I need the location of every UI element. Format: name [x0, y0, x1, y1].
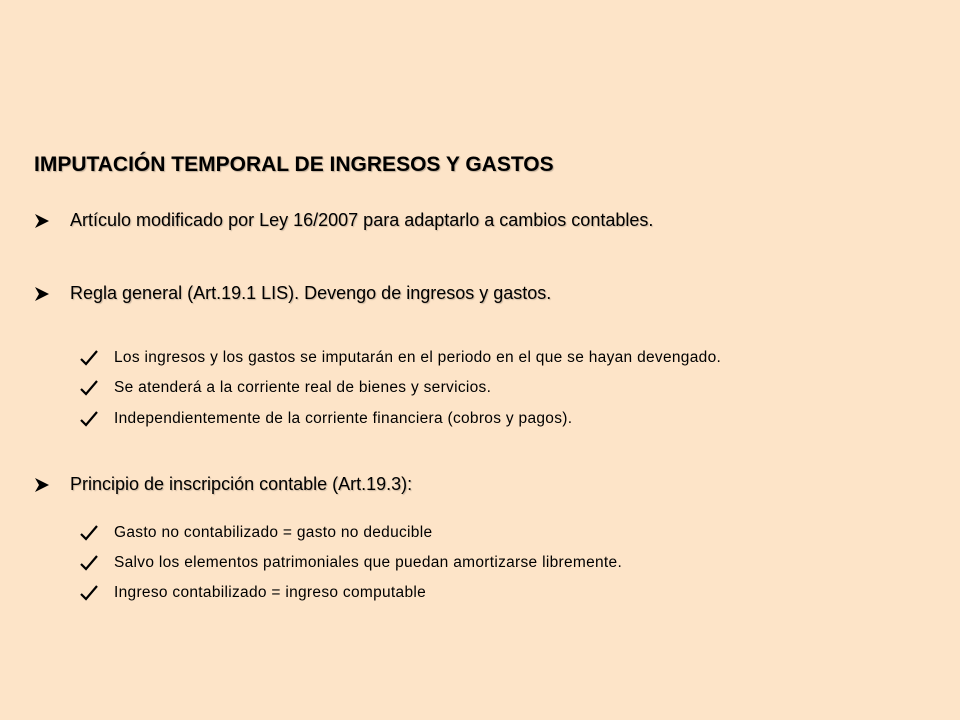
bullet-item	[34, 210, 653, 231]
checkmark-icon	[80, 410, 114, 428]
checkmark-icon	[80, 584, 114, 602]
bullet-item	[34, 283, 551, 304]
checkmark-icon	[80, 349, 114, 367]
checkmark-icon	[80, 554, 114, 572]
sub-bullet-item	[80, 379, 491, 397]
arrow-bullet-icon	[34, 284, 70, 304]
arrow-bullet-icon	[34, 475, 70, 495]
sub-bullet-text: Los ingresos y los gastos se imputarán en el periodo en el que se hayan devengado.	[114, 349, 722, 366]
sub-bullet-item	[80, 410, 572, 428]
bullet-text: Artículo modificado por Ley 16/2007 para adaptarlo a cambios contables.	[70, 210, 654, 230]
sub-bullet-item	[80, 554, 622, 572]
slide-title: IMPUTACIÓN TEMPORAL DE INGRESOS Y GASTOS	[34, 153, 554, 176]
sub-bullet-item	[80, 584, 426, 602]
sub-bullet-item	[80, 349, 721, 367]
checkmark-icon	[80, 379, 114, 397]
sub-bullet-text: Gasto no contabilizado = gasto no deducible	[114, 524, 433, 541]
checkmark-icon	[80, 524, 114, 542]
sub-bullet-text: Ingreso contabilizado = ingreso computable	[114, 584, 427, 601]
arrow-bullet-icon	[34, 211, 70, 231]
sub-bullet-text: Se atenderá a la corriente real de bienes y servicios.	[114, 379, 492, 396]
sub-bullet-text: Independientemente de la corriente financiera (cobros y pagos).	[114, 410, 573, 427]
sub-bullet-item	[80, 524, 432, 542]
bullet-item	[34, 474, 412, 495]
sub-bullet-text: Salvo los elementos patrimoniales que puedan amortizarse libremente.	[114, 554, 623, 571]
bullet-text: Regla general (Art.19.1 LIS). Devengo de ingresos y gastos.	[70, 283, 552, 303]
bullet-text: Principio de inscripción contable (Art.19.3):	[70, 474, 413, 494]
